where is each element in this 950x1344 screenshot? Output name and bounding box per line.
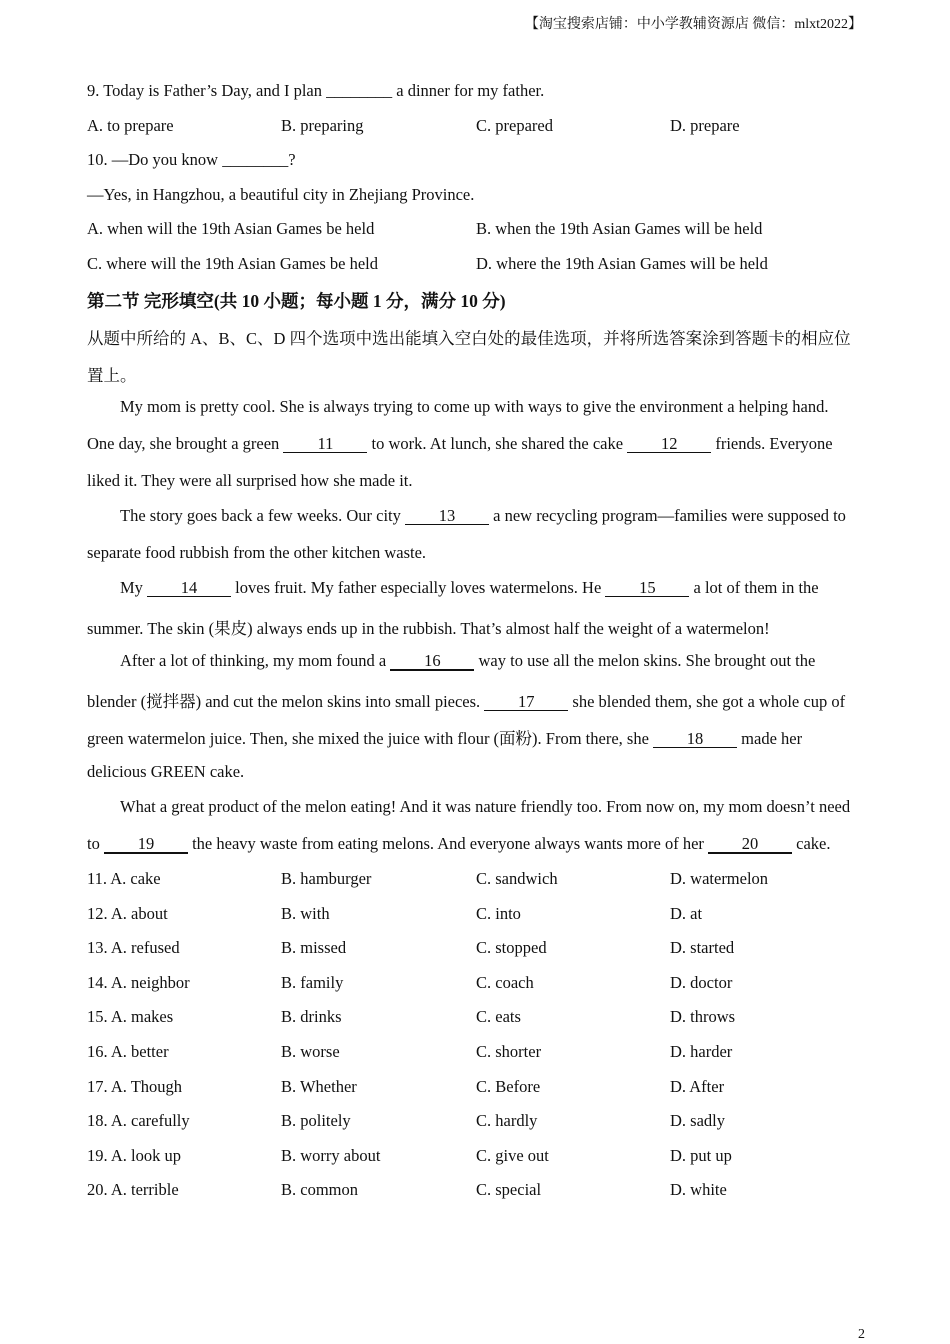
- option-15-b: B. drinks: [281, 1007, 342, 1027]
- option-18-b: B. politely: [281, 1111, 351, 1131]
- passage-line: liked it. They were all surprised how she made it.: [87, 471, 413, 490]
- option-17-b: B. Whether: [281, 1076, 357, 1096]
- blank-17: 17: [484, 693, 568, 711]
- option-d: D. prepare: [670, 116, 740, 135]
- option-a: A. when will the 19th Asian Games be held: [87, 219, 375, 238]
- option-b: B. preparing: [281, 116, 364, 135]
- passage-text: she blended them, she got a whole cup of: [568, 692, 846, 711]
- passage-text: to work. At lunch, she shared the cake: [367, 434, 628, 453]
- option-11-b: B. hamburger: [281, 869, 372, 888]
- passage-text: loves fruit. My father especially loves watermelons. He: [231, 578, 606, 597]
- option-12-d: D. at: [670, 903, 703, 923]
- option-17-d: D. After: [670, 1076, 725, 1096]
- blank-12: 12: [627, 435, 711, 453]
- blank-14: 14: [147, 579, 231, 597]
- option-19-a: 19. A. look up: [87, 1145, 181, 1165]
- option-16-b: B. worse: [281, 1042, 340, 1061]
- option-18-c: C. hardly: [476, 1111, 538, 1131]
- stem-text: ?: [288, 150, 296, 169]
- passage-text: a lot of them in the: [689, 578, 819, 597]
- option-12-c: C. into: [476, 903, 521, 923]
- passage-line: [87, 434, 833, 454]
- option-c: C. prepared: [476, 116, 553, 135]
- option-19-b: B. worry about: [281, 1145, 381, 1165]
- passage-text: cake.: [792, 834, 831, 853]
- passage-line: separate food rubbish from the other kitchen waste.: [87, 543, 427, 562]
- option-12-a: 12. A. about: [87, 903, 168, 923]
- question-9-stem: [87, 81, 544, 101]
- passage-line: delicious GREEN cake.: [87, 762, 245, 781]
- option-13-c: C. stopped: [476, 938, 547, 958]
- passage-line: [87, 725, 802, 749]
- blank-11: 11: [283, 435, 367, 453]
- passage-text: to: [87, 834, 104, 853]
- stem-text: 9. Today is Father’s Day, and I plan: [87, 81, 327, 100]
- passage-text: a new recycling program—families were supposed to: [489, 506, 846, 525]
- stem-text: a dinner for my father.: [392, 81, 545, 100]
- option-19-c: C. give out: [476, 1145, 549, 1165]
- answer-blank: ________: [326, 81, 393, 100]
- option-16-c: C. shorter: [476, 1042, 542, 1061]
- blank-20: 20: [708, 835, 792, 854]
- section-instruction-line1: 从题中所给的 A、B、C、D 四个选项中选出能填入空白处的最佳选项，并将所选答案涂到答题卡的相应位: [87, 329, 851, 348]
- page-number: 2: [858, 1327, 865, 1342]
- passage-text: After a lot of thinking, my mom found a: [120, 651, 391, 670]
- option-11-d: D. watermelon: [670, 869, 769, 888]
- option-14-d: D. doctor: [670, 972, 733, 992]
- option-18-d: D. sadly: [670, 1111, 725, 1131]
- passage-text: blender (搅拌器) and cut the melon skins into small pieces.: [87, 692, 485, 711]
- blank-16: 16: [390, 652, 474, 671]
- passage-line: What a great product of the melon eating! And it was nature friendly too. From now on, my mom doesn’t need: [120, 797, 851, 816]
- option-13-a: 13. A. refused: [87, 938, 180, 958]
- option-15-c: C. eats: [476, 1007, 521, 1027]
- passage-text: way to use all the melon skins. She brought out the: [474, 651, 816, 670]
- option-14-b: B. family: [281, 972, 344, 992]
- passage-line: [120, 651, 815, 671]
- passage-text: friends. Everyone: [711, 434, 833, 453]
- passage-text: the heavy waste from eating melons. And everyone always wants more of her: [187, 834, 709, 853]
- option-20-d: D. white: [670, 1180, 727, 1200]
- option-17-c: C. Before: [476, 1076, 541, 1096]
- option-16-a: 16. A. better: [87, 1042, 169, 1061]
- option-15-a: 15. A. makes: [87, 1007, 174, 1027]
- option-11-c: C. sandwich: [476, 869, 558, 888]
- blank-15: 15: [605, 579, 689, 597]
- option-16-d: D. harder: [670, 1042, 733, 1061]
- option-19-d: D. put up: [670, 1145, 732, 1165]
- option-a: A. to prepare: [87, 116, 174, 135]
- page-header: 【淘宝搜索店铺：中小学教辅资源店 微信：mlxt2022】: [524, 17, 862, 32]
- passage-line: [87, 834, 831, 854]
- passage-line: summer. The skin (果皮) always ends up in the rubbish. That’s almost half the weight of a watermelon!: [87, 619, 770, 638]
- option-20-a: 20. A. terrible: [87, 1180, 179, 1200]
- option-17-a: 17. A. Though: [87, 1076, 183, 1096]
- option-b: B. when the 19th Asian Games will be held: [476, 219, 763, 238]
- passage-line: My mom is pretty cool. She is always trying to come up with ways to give the environment a helping hand.: [120, 397, 829, 416]
- option-18-a: 18. A. carefully: [87, 1111, 190, 1131]
- passage-line: [120, 578, 819, 598]
- passage-line: [87, 688, 845, 712]
- blank-18: 18: [653, 730, 737, 748]
- blank-19: 19: [104, 835, 188, 854]
- option-c: C. where will the 19th Asian Games be held: [87, 254, 378, 273]
- option-d: D. where the 19th Asian Games will be held: [476, 254, 768, 273]
- section-instruction-line2: 置上。: [87, 366, 137, 385]
- option-14-a: 14. A. neighbor: [87, 972, 190, 992]
- passage-text: The story goes back a few weeks. Our city: [120, 506, 405, 525]
- passage-text: My: [120, 578, 148, 597]
- option-13-d: D. started: [670, 938, 735, 958]
- blank-13: 13: [405, 507, 489, 525]
- question-10-reply: —Yes, in Hangzhou, a beautiful city in Zhejiang Province.: [87, 185, 475, 204]
- option-13-b: B. missed: [281, 938, 347, 958]
- passage-text: made her: [737, 729, 803, 748]
- option-11-a: 11. A. cake: [87, 869, 161, 888]
- option-15-d: D. throws: [670, 1007, 736, 1027]
- option-12-b: B. with: [281, 903, 330, 923]
- question-10-stem: [87, 150, 296, 170]
- option-14-c: C. coach: [476, 972, 534, 992]
- option-20-c: C. special: [476, 1180, 542, 1200]
- passage-line: [120, 506, 846, 526]
- stem-text: 10. —Do you know: [87, 150, 223, 169]
- section-title: 第二节 完形填空(共 10 小题；每小题 1 分，满分 10 分): [87, 291, 506, 311]
- passage-text: One day, she brought a green: [87, 434, 284, 453]
- answer-blank: ________: [222, 150, 289, 169]
- option-20-b: B. common: [281, 1180, 358, 1200]
- passage-text: green watermelon juice. Then, she mixed the juice with flour (面粉). From there, she: [87, 729, 654, 748]
